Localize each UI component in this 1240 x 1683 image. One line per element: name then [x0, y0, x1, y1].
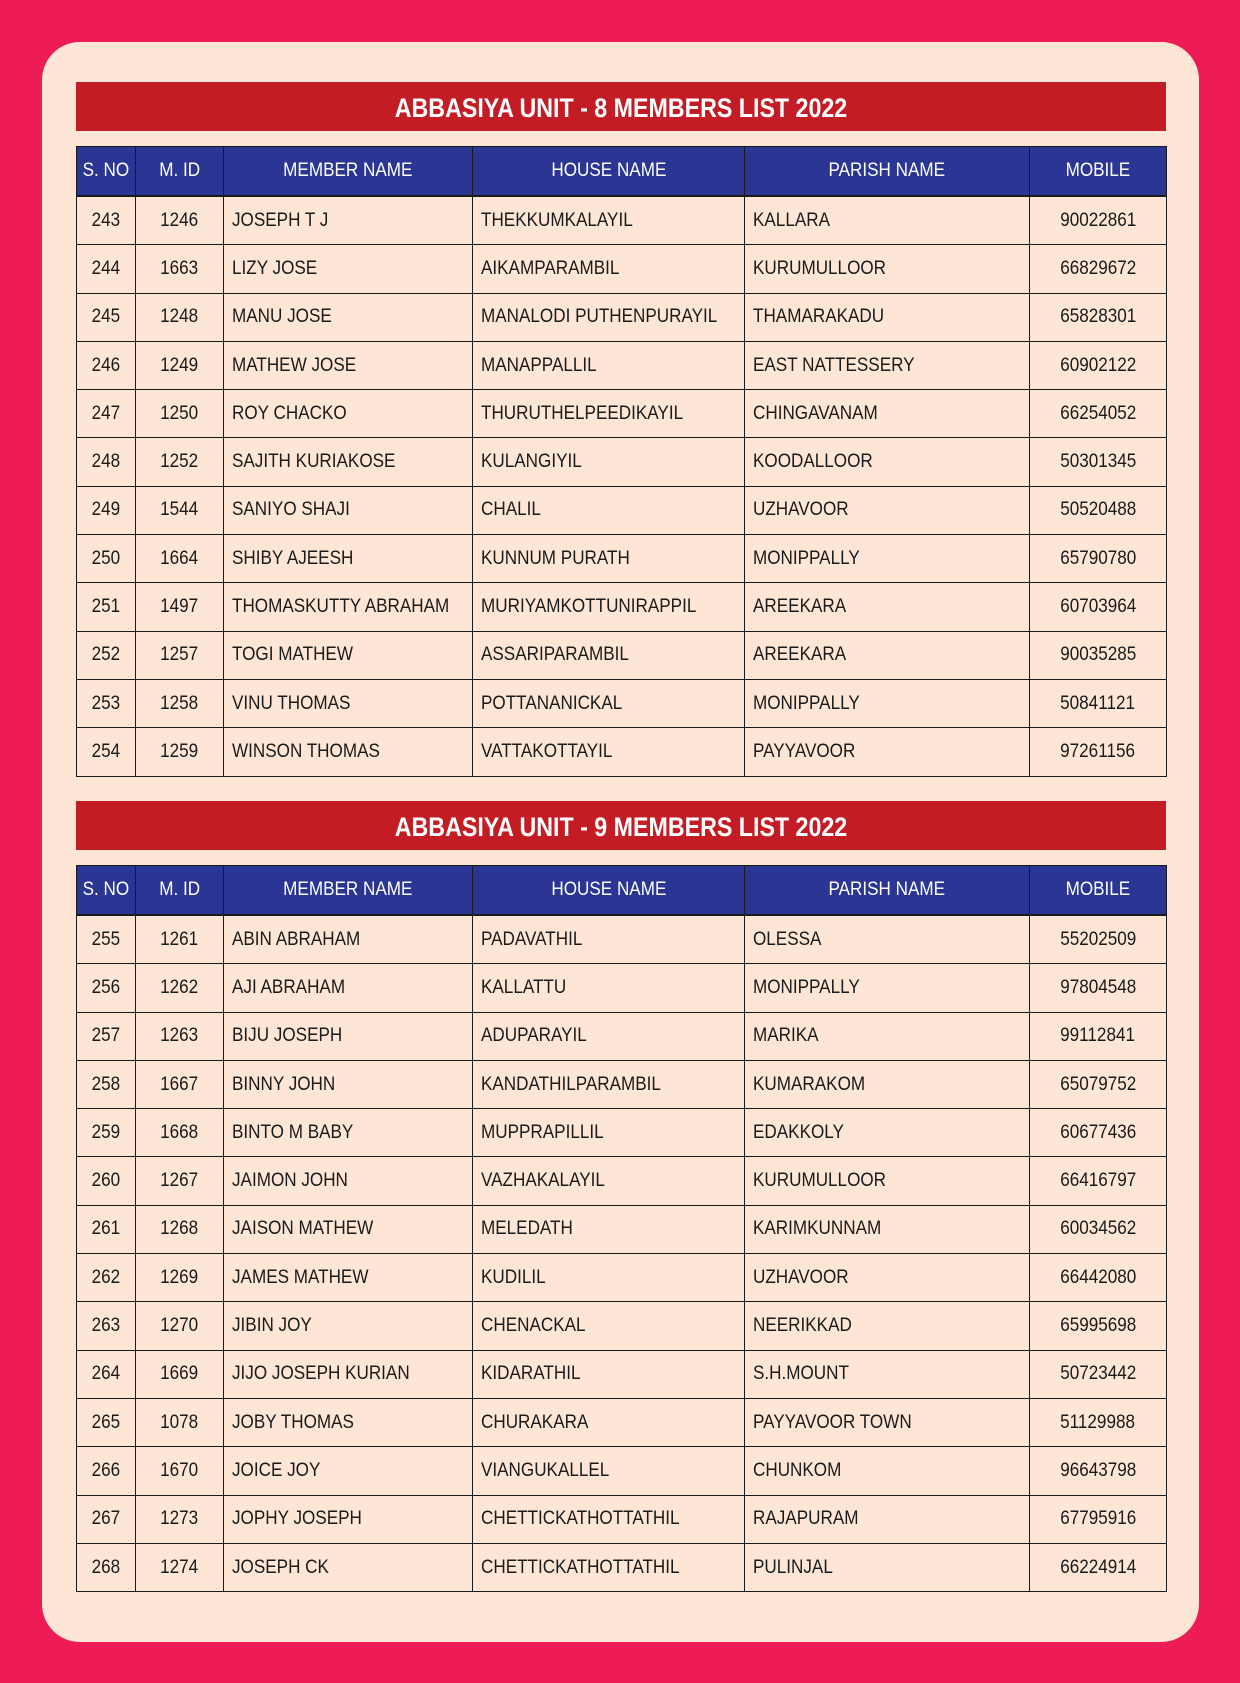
cell-sno: 262: [77, 1254, 136, 1302]
cell-mobile: 66254052: [1030, 390, 1167, 438]
cell-mid: 1267: [136, 1157, 224, 1205]
cell-mid: 1252: [136, 438, 224, 486]
table-row: [77, 1060, 1167, 1108]
cell-house-name: THEKKUMKALAYIL: [473, 196, 745, 245]
cell-member-name: MATHEW JOSE: [224, 341, 473, 389]
header-house: HOUSE NAME: [473, 866, 745, 916]
cell-mobile: 99112841: [1030, 1012, 1167, 1060]
cell-parish-name: OLESSA: [745, 915, 1030, 964]
cell-mid: 1250: [136, 390, 224, 438]
cell-mobile: 90035285: [1030, 631, 1167, 679]
cell-parish-name: KARIMKUNNAM: [745, 1205, 1030, 1253]
cell-mid: 1269: [136, 1254, 224, 1302]
cell-parish-name: AREEKARA: [745, 583, 1030, 631]
table-row: [77, 631, 1167, 679]
cell-house-name: CHURAKARA: [473, 1398, 745, 1446]
cell-mobile: 65079752: [1030, 1060, 1167, 1108]
table-row: [77, 964, 1167, 1012]
cell-house-name: KUDILIL: [473, 1254, 745, 1302]
cell-parish-name: PULINJAL: [745, 1543, 1030, 1591]
cell-member-name: ABIN ABRAHAM: [224, 915, 473, 964]
cell-member-name: BIJU JOSEPH: [224, 1012, 473, 1060]
cell-sno: 247: [77, 390, 136, 438]
cell-member-name: JOSEPH CK: [224, 1543, 473, 1591]
cell-sno: 246: [77, 341, 136, 389]
unit-8-table: [76, 146, 1167, 777]
cell-mid: 1273: [136, 1495, 224, 1543]
cell-member-name: JAMES MATHEW: [224, 1254, 473, 1302]
cell-mid: 1258: [136, 679, 224, 727]
cell-parish-name: THAMARAKADU: [745, 293, 1030, 341]
cell-sno: 265: [77, 1398, 136, 1446]
table-row: [77, 1302, 1167, 1350]
cell-member-name: BINNY JOHN: [224, 1060, 473, 1108]
cell-mobile: 55202509: [1030, 915, 1167, 964]
header-house: HOUSE NAME: [473, 147, 745, 197]
cell-member-name: SAJITH KURIAKOSE: [224, 438, 473, 486]
cell-house-name: MUPPRAPILLIL: [473, 1109, 745, 1157]
unit-9-title: ABBASIYA UNIT - 9 MEMBERS LIST 2022: [394, 812, 848, 842]
unit-8-banner: [76, 82, 1166, 131]
cell-mobile: 60034562: [1030, 1205, 1167, 1253]
cell-mid: 1544: [136, 486, 224, 534]
cell-member-name: TOGI MATHEW: [224, 631, 473, 679]
table-row: [77, 1205, 1167, 1253]
table-row: [77, 486, 1167, 534]
cell-house-name: PADAVATHIL: [473, 915, 745, 964]
table-row: [77, 245, 1167, 293]
cell-sno: 256: [77, 964, 136, 1012]
cell-parish-name: UZHAVOOR: [745, 486, 1030, 534]
cell-sno: 250: [77, 535, 136, 583]
cell-mobile: 97261156: [1030, 728, 1167, 776]
cell-mid: 1664: [136, 535, 224, 583]
table-row: [77, 1157, 1167, 1205]
table-row: [77, 679, 1167, 727]
cell-sno: 263: [77, 1302, 136, 1350]
cell-mobile: 65995698: [1030, 1302, 1167, 1350]
cell-member-name: JIJO JOSEPH KURIAN: [224, 1350, 473, 1398]
cell-mobile: 96643798: [1030, 1447, 1167, 1495]
cell-mobile: 90022861: [1030, 196, 1167, 245]
unit-8-section: [76, 82, 1166, 777]
cell-mid: 1663: [136, 245, 224, 293]
cell-parish-name: MONIPPALLY: [745, 964, 1030, 1012]
header-sno: S. NO: [77, 147, 136, 197]
cell-mid: 1667: [136, 1060, 224, 1108]
cell-sno: 254: [77, 728, 136, 776]
table-header-row: [77, 147, 1167, 197]
cell-member-name: JAISON MATHEW: [224, 1205, 473, 1253]
cell-sno: 261: [77, 1205, 136, 1253]
cell-mobile: 50520488: [1030, 486, 1167, 534]
cell-parish-name: PAYYAVOOR: [745, 728, 1030, 776]
cell-mid: 1263: [136, 1012, 224, 1060]
cell-mid: 1257: [136, 631, 224, 679]
unit-9-section: [76, 801, 1166, 1592]
cell-sno: 267: [77, 1495, 136, 1543]
table-row: [77, 1447, 1167, 1495]
cell-mobile: 60677436: [1030, 1109, 1167, 1157]
cell-mid: 1669: [136, 1350, 224, 1398]
cell-mobile: 66442080: [1030, 1254, 1167, 1302]
header-mid: M. ID: [136, 147, 224, 197]
cell-parish-name: EDAKKOLY: [745, 1109, 1030, 1157]
cell-parish-name: MARIKA: [745, 1012, 1030, 1060]
cell-sno: 251: [77, 583, 136, 631]
cell-mid: 1270: [136, 1302, 224, 1350]
cell-member-name: JOPHY JOSEPH: [224, 1495, 473, 1543]
table-row: [77, 1254, 1167, 1302]
cell-member-name: SANIYO SHAJI: [224, 486, 473, 534]
cell-mobile: 97804548: [1030, 964, 1167, 1012]
cell-member-name: LIZY JOSE: [224, 245, 473, 293]
cell-parish-name: S.H.MOUNT: [745, 1350, 1030, 1398]
cell-member-name: JOBY THOMAS: [224, 1398, 473, 1446]
cell-parish-name: RAJAPURAM: [745, 1495, 1030, 1543]
cell-member-name: JOICE JOY: [224, 1447, 473, 1495]
cell-house-name: ASSARIPARAMBIL: [473, 631, 745, 679]
cell-member-name: THOMASKUTTY ABRAHAM: [224, 583, 473, 631]
cell-mid: 1078: [136, 1398, 224, 1446]
cell-parish-name: AREEKARA: [745, 631, 1030, 679]
header-mid: M. ID: [136, 866, 224, 916]
cell-parish-name: MONIPPALLY: [745, 535, 1030, 583]
cell-house-name: CHENACKAL: [473, 1302, 745, 1350]
cell-mobile: 50723442: [1030, 1350, 1167, 1398]
cell-sno: 258: [77, 1060, 136, 1108]
cell-mid: 1268: [136, 1205, 224, 1253]
cell-member-name: AJI ABRAHAM: [224, 964, 473, 1012]
cell-sno: 245: [77, 293, 136, 341]
table-row: [77, 1398, 1167, 1446]
cell-parish-name: KURUMULLOOR: [745, 245, 1030, 293]
cell-member-name: JAIMON JOHN: [224, 1157, 473, 1205]
cell-member-name: WINSON THOMAS: [224, 728, 473, 776]
header-mobile: MOBILE: [1030, 147, 1167, 197]
cell-house-name: MANAPPALLIL: [473, 341, 745, 389]
cell-sno: 244: [77, 245, 136, 293]
cell-sno: 253: [77, 679, 136, 727]
cell-sno: 255: [77, 915, 136, 964]
cell-sno: 259: [77, 1109, 136, 1157]
cell-house-name: VAZHAKALAYIL: [473, 1157, 745, 1205]
cell-sno: 268: [77, 1543, 136, 1591]
cell-house-name: KULANGIYIL: [473, 438, 745, 486]
cell-mid: 1246: [136, 196, 224, 245]
cell-sno: 257: [77, 1012, 136, 1060]
table-row: [77, 1350, 1167, 1398]
cell-parish-name: CHINGAVANAM: [745, 390, 1030, 438]
cell-mobile: 65790780: [1030, 535, 1167, 583]
cell-mid: 1249: [136, 341, 224, 389]
unit-9-banner: [76, 801, 1166, 850]
cell-house-name: MURIYAMKOTTUNIRAPPIL: [473, 583, 745, 631]
table-row: [77, 438, 1167, 486]
cell-parish-name: KALLARA: [745, 196, 1030, 245]
cell-house-name: VATTAKOTTAYIL: [473, 728, 745, 776]
cell-house-name: KALLATTU: [473, 964, 745, 1012]
table-row: [77, 1543, 1167, 1591]
cell-mobile: 67795916: [1030, 1495, 1167, 1543]
cell-sno: 249: [77, 486, 136, 534]
unit-8-body: [77, 196, 1167, 776]
cell-parish-name: KOODALLOOR: [745, 438, 1030, 486]
cell-mobile: 65828301: [1030, 293, 1167, 341]
unit-8-title: ABBASIYA UNIT - 8 MEMBERS LIST 2022: [394, 93, 848, 123]
cell-house-name: MANALODI PUTHENPURAYIL: [473, 293, 745, 341]
cell-house-name: MELEDATH: [473, 1205, 745, 1253]
table-row: [77, 390, 1167, 438]
cell-member-name: SHIBY AJEESH: [224, 535, 473, 583]
cell-house-name: VIANGUKALLEL: [473, 1447, 745, 1495]
table-row: [77, 1495, 1167, 1543]
cell-house-name: AIKAMPARAMBIL: [473, 245, 745, 293]
table-row: [77, 535, 1167, 583]
cell-house-name: ADUPARAYIL: [473, 1012, 745, 1060]
cell-parish-name: CHUNKOM: [745, 1447, 1030, 1495]
cell-mobile: 50301345: [1030, 438, 1167, 486]
table-row: [77, 915, 1167, 964]
cell-parish-name: PAYYAVOOR TOWN: [745, 1398, 1030, 1446]
cell-house-name: KANDATHILPARAMBIL: [473, 1060, 745, 1108]
cell-mobile: 50841121: [1030, 679, 1167, 727]
header-member: MEMBER NAME: [224, 866, 473, 916]
table-row: [77, 341, 1167, 389]
cell-sno: 264: [77, 1350, 136, 1398]
page-card: [42, 42, 1199, 1642]
cell-parish-name: KURUMULLOOR: [745, 1157, 1030, 1205]
cell-sno: 248: [77, 438, 136, 486]
cell-sno: 260: [77, 1157, 136, 1205]
cell-mid: 1274: [136, 1543, 224, 1591]
cell-mobile: 60902122: [1030, 341, 1167, 389]
cell-house-name: CHETTICKATHOTTATHIL: [473, 1495, 745, 1543]
cell-member-name: JOSEPH T J: [224, 196, 473, 245]
table-header-row: [77, 866, 1167, 916]
cell-parish-name: KUMARAKOM: [745, 1060, 1030, 1108]
table-row: [77, 728, 1167, 776]
cell-mid: 1670: [136, 1447, 224, 1495]
header-parish: PARISH NAME: [745, 147, 1030, 197]
cell-mid: 1497: [136, 583, 224, 631]
cell-sno: 243: [77, 196, 136, 245]
cell-house-name: CHETTICKATHOTTATHIL: [473, 1543, 745, 1591]
cell-mobile: 60703964: [1030, 583, 1167, 631]
cell-mobile: 51129988: [1030, 1398, 1167, 1446]
cell-sno: 266: [77, 1447, 136, 1495]
header-sno: S. NO: [77, 866, 136, 916]
unit-9-table: [76, 865, 1167, 1592]
cell-mobile: 66416797: [1030, 1157, 1167, 1205]
cell-house-name: POTTANANICKAL: [473, 679, 745, 727]
cell-parish-name: NEERIKKAD: [745, 1302, 1030, 1350]
cell-mobile: 66829672: [1030, 245, 1167, 293]
cell-mid: 1668: [136, 1109, 224, 1157]
table-row: [77, 1109, 1167, 1157]
cell-mid: 1262: [136, 964, 224, 1012]
cell-parish-name: MONIPPALLY: [745, 679, 1030, 727]
cell-house-name: CHALIL: [473, 486, 745, 534]
cell-mobile: 66224914: [1030, 1543, 1167, 1591]
table-row: [77, 1012, 1167, 1060]
cell-house-name: THURUTHELPEEDIKAYIL: [473, 390, 745, 438]
cell-member-name: VINU THOMAS: [224, 679, 473, 727]
cell-member-name: MANU JOSE: [224, 293, 473, 341]
cell-house-name: KIDARATHIL: [473, 1350, 745, 1398]
cell-parish-name: UZHAVOOR: [745, 1254, 1030, 1302]
cell-mid: 1259: [136, 728, 224, 776]
cell-member-name: ROY CHACKO: [224, 390, 473, 438]
header-parish: PARISH NAME: [745, 866, 1030, 916]
table-row: [77, 293, 1167, 341]
table-row: [77, 583, 1167, 631]
cell-mid: 1248: [136, 293, 224, 341]
cell-mid: 1261: [136, 915, 224, 964]
header-member: MEMBER NAME: [224, 147, 473, 197]
cell-house-name: KUNNUM PURATH: [473, 535, 745, 583]
table-row: [77, 196, 1167, 245]
unit-9-body: [77, 915, 1167, 1592]
cell-member-name: JIBIN JOY: [224, 1302, 473, 1350]
header-mobile: MOBILE: [1030, 866, 1167, 916]
cell-sno: 252: [77, 631, 136, 679]
cell-member-name: BINTO M BABY: [224, 1109, 473, 1157]
cell-parish-name: EAST NATTESSERY: [745, 341, 1030, 389]
